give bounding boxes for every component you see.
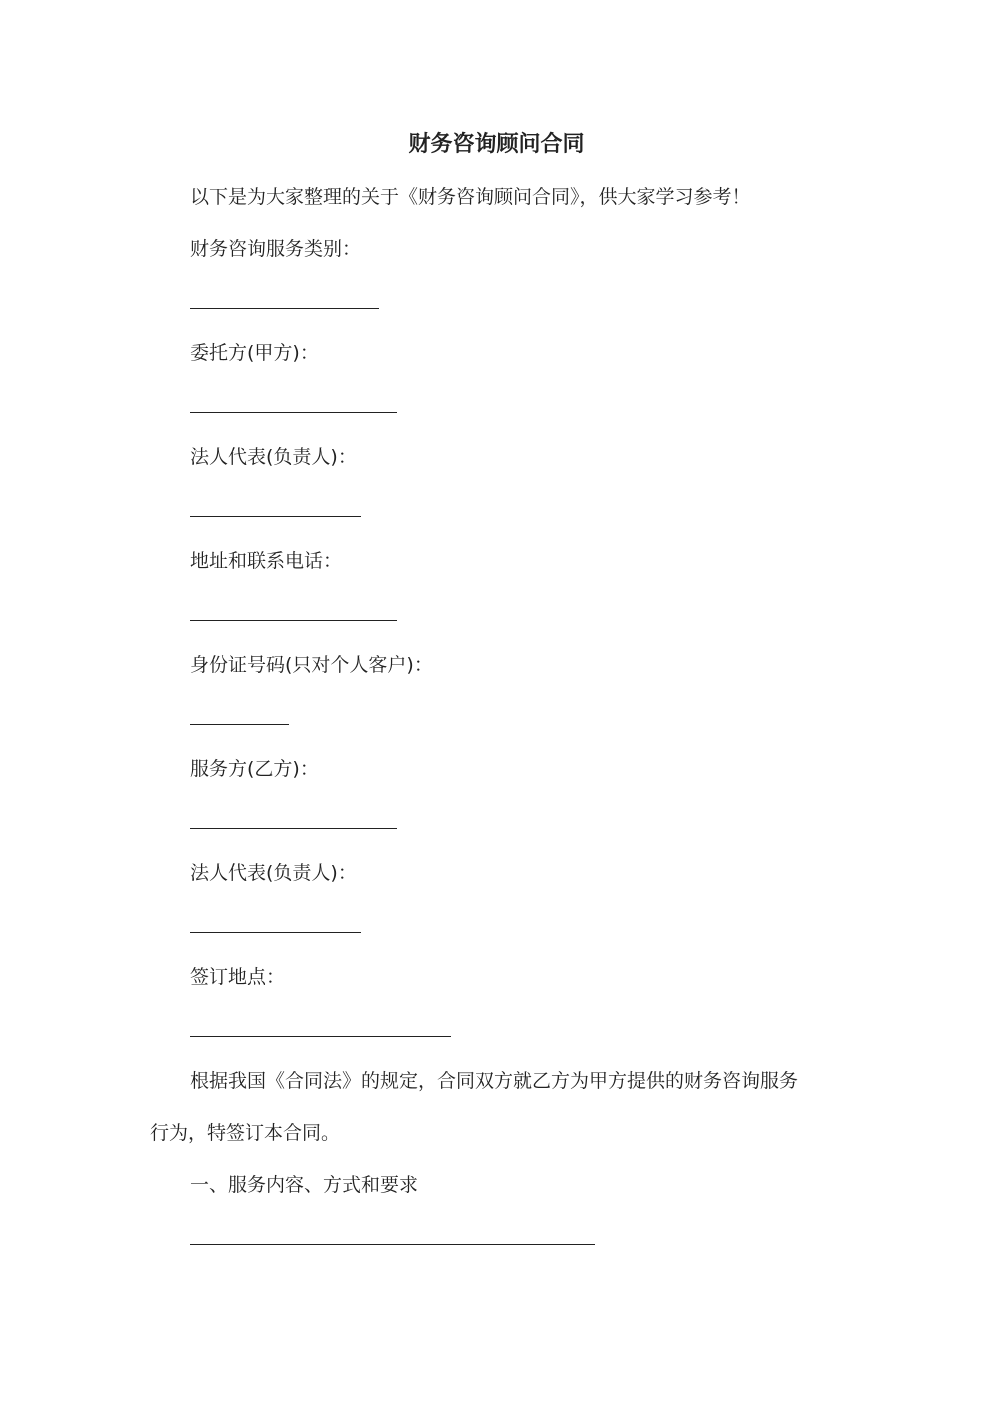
section1-blank <box>190 1244 595 1245</box>
basis-paragraph-line2: 行为，特签订本合同。 <box>150 1122 341 1144</box>
party-a-rep-blank <box>190 516 361 517</box>
party-a-rep-label: 法人代表(负责人)： <box>190 446 357 468</box>
party-b-rep-label: 法人代表(负责人)： <box>190 862 357 884</box>
service-category-blank <box>190 308 379 309</box>
intro-paragraph: 以下是为大家整理的关于《财务咨询顾问合同》，供大家学习参考！ <box>190 186 751 208</box>
party-a-label: 委托方(甲方)： <box>190 342 319 364</box>
address-phone-label: 地址和联系电话： <box>190 550 343 572</box>
document-title: 财务咨询顾问合同 <box>408 132 585 157</box>
party-b-rep-blank <box>190 932 361 933</box>
basis-paragraph-line1: 根据我国《合同法》的规定，合同双方就乙方为甲方提供的财务咨询服务 <box>190 1070 799 1092</box>
sign-place-label: 签订地点： <box>190 966 286 988</box>
section1-heading: 一、服务内容、方式和要求 <box>190 1174 419 1196</box>
service-category-label: 财务咨询服务类别： <box>190 238 362 260</box>
id-number-blank <box>190 724 289 725</box>
party-b-blank <box>190 828 397 829</box>
party-b-label: 服务方(乙方)： <box>190 758 319 780</box>
address-phone-blank <box>190 620 397 621</box>
sign-place-blank <box>190 1036 451 1037</box>
party-a-blank <box>190 412 397 413</box>
id-number-label: 身份证号码(只对个人客户)： <box>190 654 433 676</box>
